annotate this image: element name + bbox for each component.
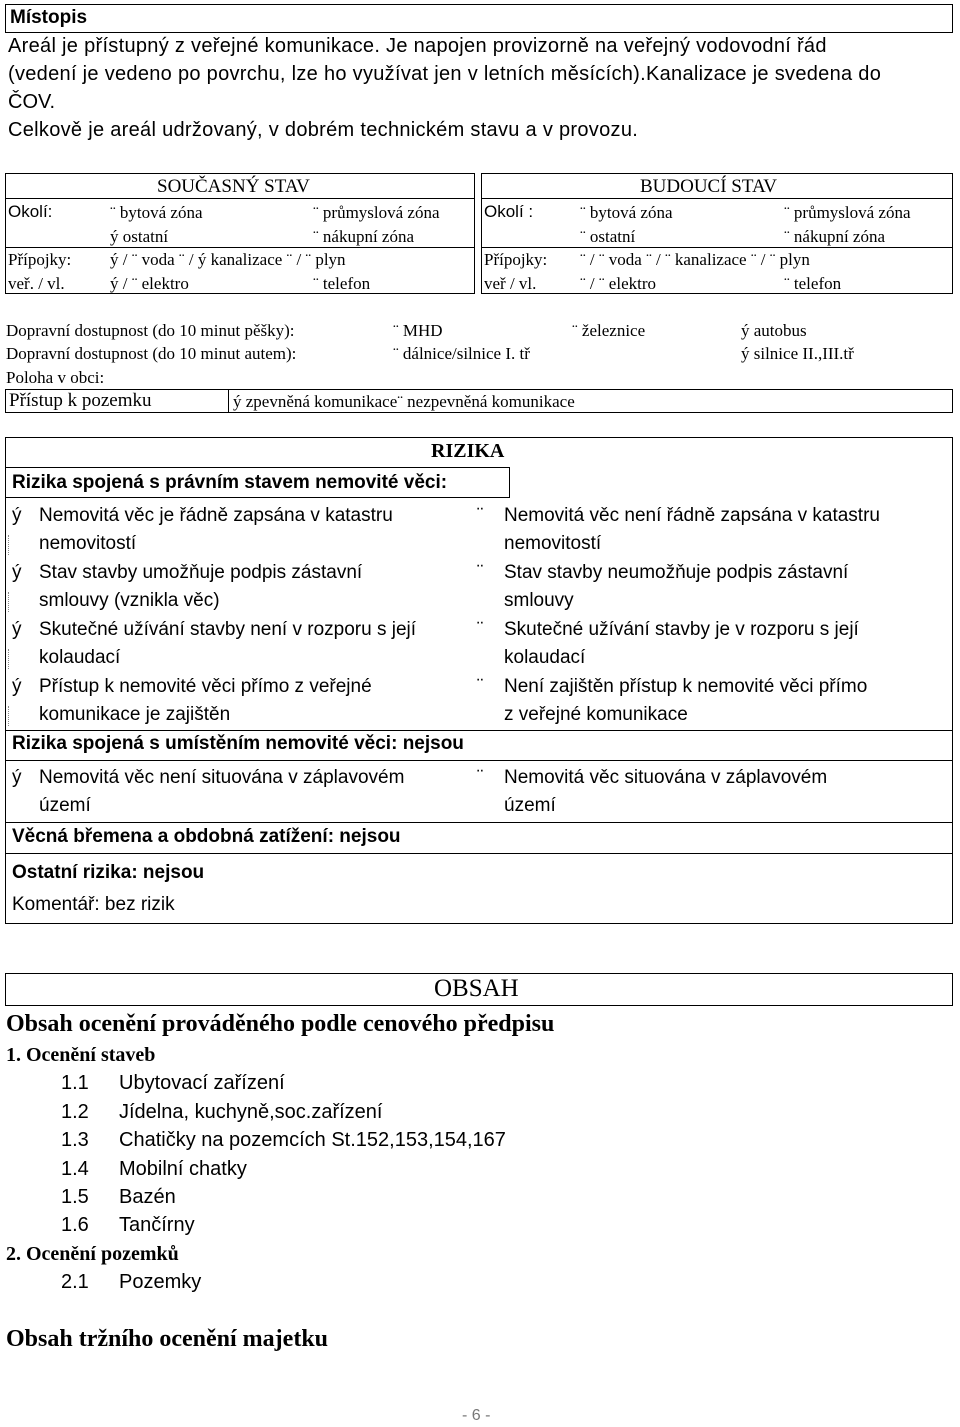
future-telefon: ¨ telefon [784, 274, 842, 293]
mistopis-line-2: (vedení je vedeno po povrchu, lze ho využívat jen v letních měsících).Kanalizace je svedena do [8, 63, 882, 85]
umisteni-left-line2: území [39, 795, 91, 816]
umisteni-right-line2: území [504, 795, 556, 816]
risk-row-divider [8, 535, 10, 555]
future-pripojky-row2: ¨ / ¨ elektro [580, 274, 656, 293]
risk-left-line2: nemovitostí [39, 533, 137, 554]
risk-left-mark: ý [12, 505, 22, 526]
risk-right-line2: smlouvy [504, 590, 574, 611]
mistopis-line-4: Celkově je areál udržovaný, v dobrém technickém stavu a v provozu. [8, 119, 639, 141]
risk-left-mark: ý [12, 676, 22, 697]
obsah-item-label: Pozemky [119, 1271, 202, 1294]
obsah-section-title: 1. Ocenění staveb [6, 1044, 156, 1066]
mistopis-line-1: Areál je přístupný z veřejné komunikace. Je napojen provizorně na veřejný vodovodní řád [8, 35, 827, 57]
risk-left-mark: ý [12, 619, 22, 640]
risk-right-line1: Skutečné užívání stavby je v rozporu s její [504, 619, 859, 640]
rizika-pravni-heading: Rizika spojená s právním stavem nemovité věci: [12, 472, 448, 493]
obsah-section-title: 2. Ocenění pozemků [6, 1242, 179, 1265]
current-pripojky-row2: ý / ¨ elektro [110, 274, 189, 293]
risk-left-line1: Stav stavby umožňuje podpis zástavní [39, 562, 363, 583]
future-nakupni-zona: ¨ nákupní zóna [784, 227, 886, 246]
obsah-item-label: Jídelna, kuchyně,soc.zařízení [119, 1100, 383, 1123]
page-number: - 6 - [462, 1407, 491, 1424]
umisteni-right-line1: Nemovitá věc situována v záplavovém [504, 767, 828, 788]
pristup-value: ý zpevněná komunikace¨ nezpevněná komunikace [233, 392, 575, 411]
mistopis-heading: Místopis [10, 7, 88, 28]
risk-right-line2: nemovitostí [504, 533, 602, 554]
trzni-heading: Obsah tržního ocenění majetku [6, 1326, 329, 1352]
risk-row-divider [8, 592, 10, 612]
umisteni-right-mark: ¨ [477, 767, 484, 788]
risk-left-line2: smlouvy (vznikla věc) [39, 590, 220, 611]
umisteni-left-mark: ý [12, 767, 22, 788]
risk-right-line2: kolaudací [504, 647, 586, 668]
risk-right-mark: ¨ [477, 619, 484, 640]
current-ver-label: veř. / vl. [8, 274, 65, 293]
current-telefon: ¨ telefon [313, 274, 371, 293]
dostupnost-silnice: ý silnice II.,III.tř [741, 344, 854, 363]
rizika-ostatni: Ostatní rizika: nejsou [12, 862, 205, 883]
dostupnost-mhd: ¨ MHD [393, 321, 443, 340]
risk-left-line2: kolaudací [39, 647, 121, 668]
future-ver-label: veř / vl. [484, 274, 537, 293]
obsah-item-label: Bazén [119, 1186, 176, 1208]
dostupnost-autem-label: Dopravní dostupnost (do 10 minut autem): [6, 344, 297, 363]
risk-row-divider [8, 706, 10, 726]
rizika-umisteni-heading: Rizika spojená s umístěním nemovité věci: nejsou [12, 733, 464, 754]
risk-left-line1: Přístup k nemovité věci přímo z veřejné [39, 676, 372, 697]
rizika-bremena: Věcná břemena a obdobná zatížení: nejsou [12, 826, 401, 847]
current-pripojky-row1: ý / ¨ voda ¨ / ý kanalizace ¨ / ¨ plyn [110, 250, 346, 269]
poloha-label: Poloha v obci: [6, 368, 105, 387]
obsah-item-label: Tančírny [119, 1214, 195, 1237]
risk-left-line2: komunikace je zajištěn [39, 704, 231, 725]
dostupnost-dalnice: ¨ dálnice/silnice I. tř [393, 344, 530, 363]
risk-right-mark: ¨ [477, 505, 484, 526]
rizika-komentar: Komentář: bez rizik [12, 894, 175, 915]
future-pripojky-label: Přípojky: [484, 250, 548, 269]
current-bytova-zona: ¨ bytová zóna [110, 203, 203, 222]
current-prumyslova-zona: ¨ průmyslová zóna [313, 203, 440, 222]
risk-right-line1: Nemovitá věc není řádně zapsána v katastru [504, 505, 880, 526]
dostupnost-pesky-label: Dopravní dostupnost (do 10 minut pěšky): [6, 321, 295, 340]
rizika-title: RIZIKA [431, 440, 505, 462]
pristup-label: Přístup k pozemku [9, 390, 152, 411]
obsah-item-number: 1.5 [61, 1186, 89, 1208]
obsah-item-number: 1.6 [61, 1214, 89, 1237]
obsah-item-label: Chatičky na pozemcích St.152,153,154,167 [119, 1129, 506, 1152]
obsah-heading: Obsah ocenění prováděného podle cenového předpisu [6, 1011, 555, 1037]
future-pripojky-row1: ¨ / ¨ voda ¨ / ¨ kanalizace ¨ / ¨ plyn [580, 250, 810, 269]
current-state-title: SOUČASNÝ STAV [157, 176, 310, 197]
current-ostatni: ý ostatní [110, 227, 169, 246]
future-ostatni: ¨ ostatní [580, 227, 636, 246]
risk-left-line1: Nemovitá věc je řádně zapsána v katastru [39, 505, 393, 526]
umisteni-left-line1: Nemovitá věc není situována v záplavovém [39, 767, 405, 788]
current-pripojky-label: Přípojky: [8, 250, 72, 269]
future-prumyslova-zona: ¨ průmyslová zóna [784, 203, 911, 222]
dostupnost-zeleznice: ¨ železnice [572, 321, 646, 340]
future-state-title: BUDOUCÍ STAV [640, 176, 777, 197]
mistopis-heading-box [5, 4, 953, 33]
risk-right-mark: ¨ [477, 562, 484, 583]
future-bytova-zona: ¨ bytová zóna [580, 203, 673, 222]
risk-right-line1: Stav stavby neumožňuje podpis zástavní [504, 562, 849, 583]
current-okoli-label: Okolí: [8, 202, 53, 221]
obsah-item-label: Mobilní chatky [119, 1157, 247, 1180]
obsah-item-number: 1.1 [61, 1072, 89, 1095]
risk-row-divider [8, 649, 10, 669]
mistopis-line-3: ČOV. [8, 91, 56, 113]
risk-right-mark: ¨ [477, 676, 484, 697]
risk-left-mark: ý [12, 562, 22, 583]
obsah-item-label: Ubytovací zařízení [119, 1072, 285, 1095]
dostupnost-autobus: ý autobus [741, 321, 807, 340]
risk-right-line2: z veřejné komunikace [504, 704, 688, 725]
obsah-title: OBSAH [434, 975, 519, 1002]
current-nakupni-zona: ¨ nákupní zóna [313, 227, 415, 246]
obsah-item-number: 1.4 [61, 1157, 89, 1180]
obsah-item-number: 1.2 [61, 1100, 89, 1123]
risk-right-line1: Není zajištěn přístup k nemovité věci přímo [504, 676, 868, 697]
obsah-item-number: 1.3 [61, 1129, 89, 1152]
future-okoli-label: Okolí : [484, 202, 534, 221]
obsah-item-number: 2.1 [61, 1271, 89, 1294]
risk-left-line1: Skutečné užívání stavby není v rozporu s její [39, 619, 417, 640]
